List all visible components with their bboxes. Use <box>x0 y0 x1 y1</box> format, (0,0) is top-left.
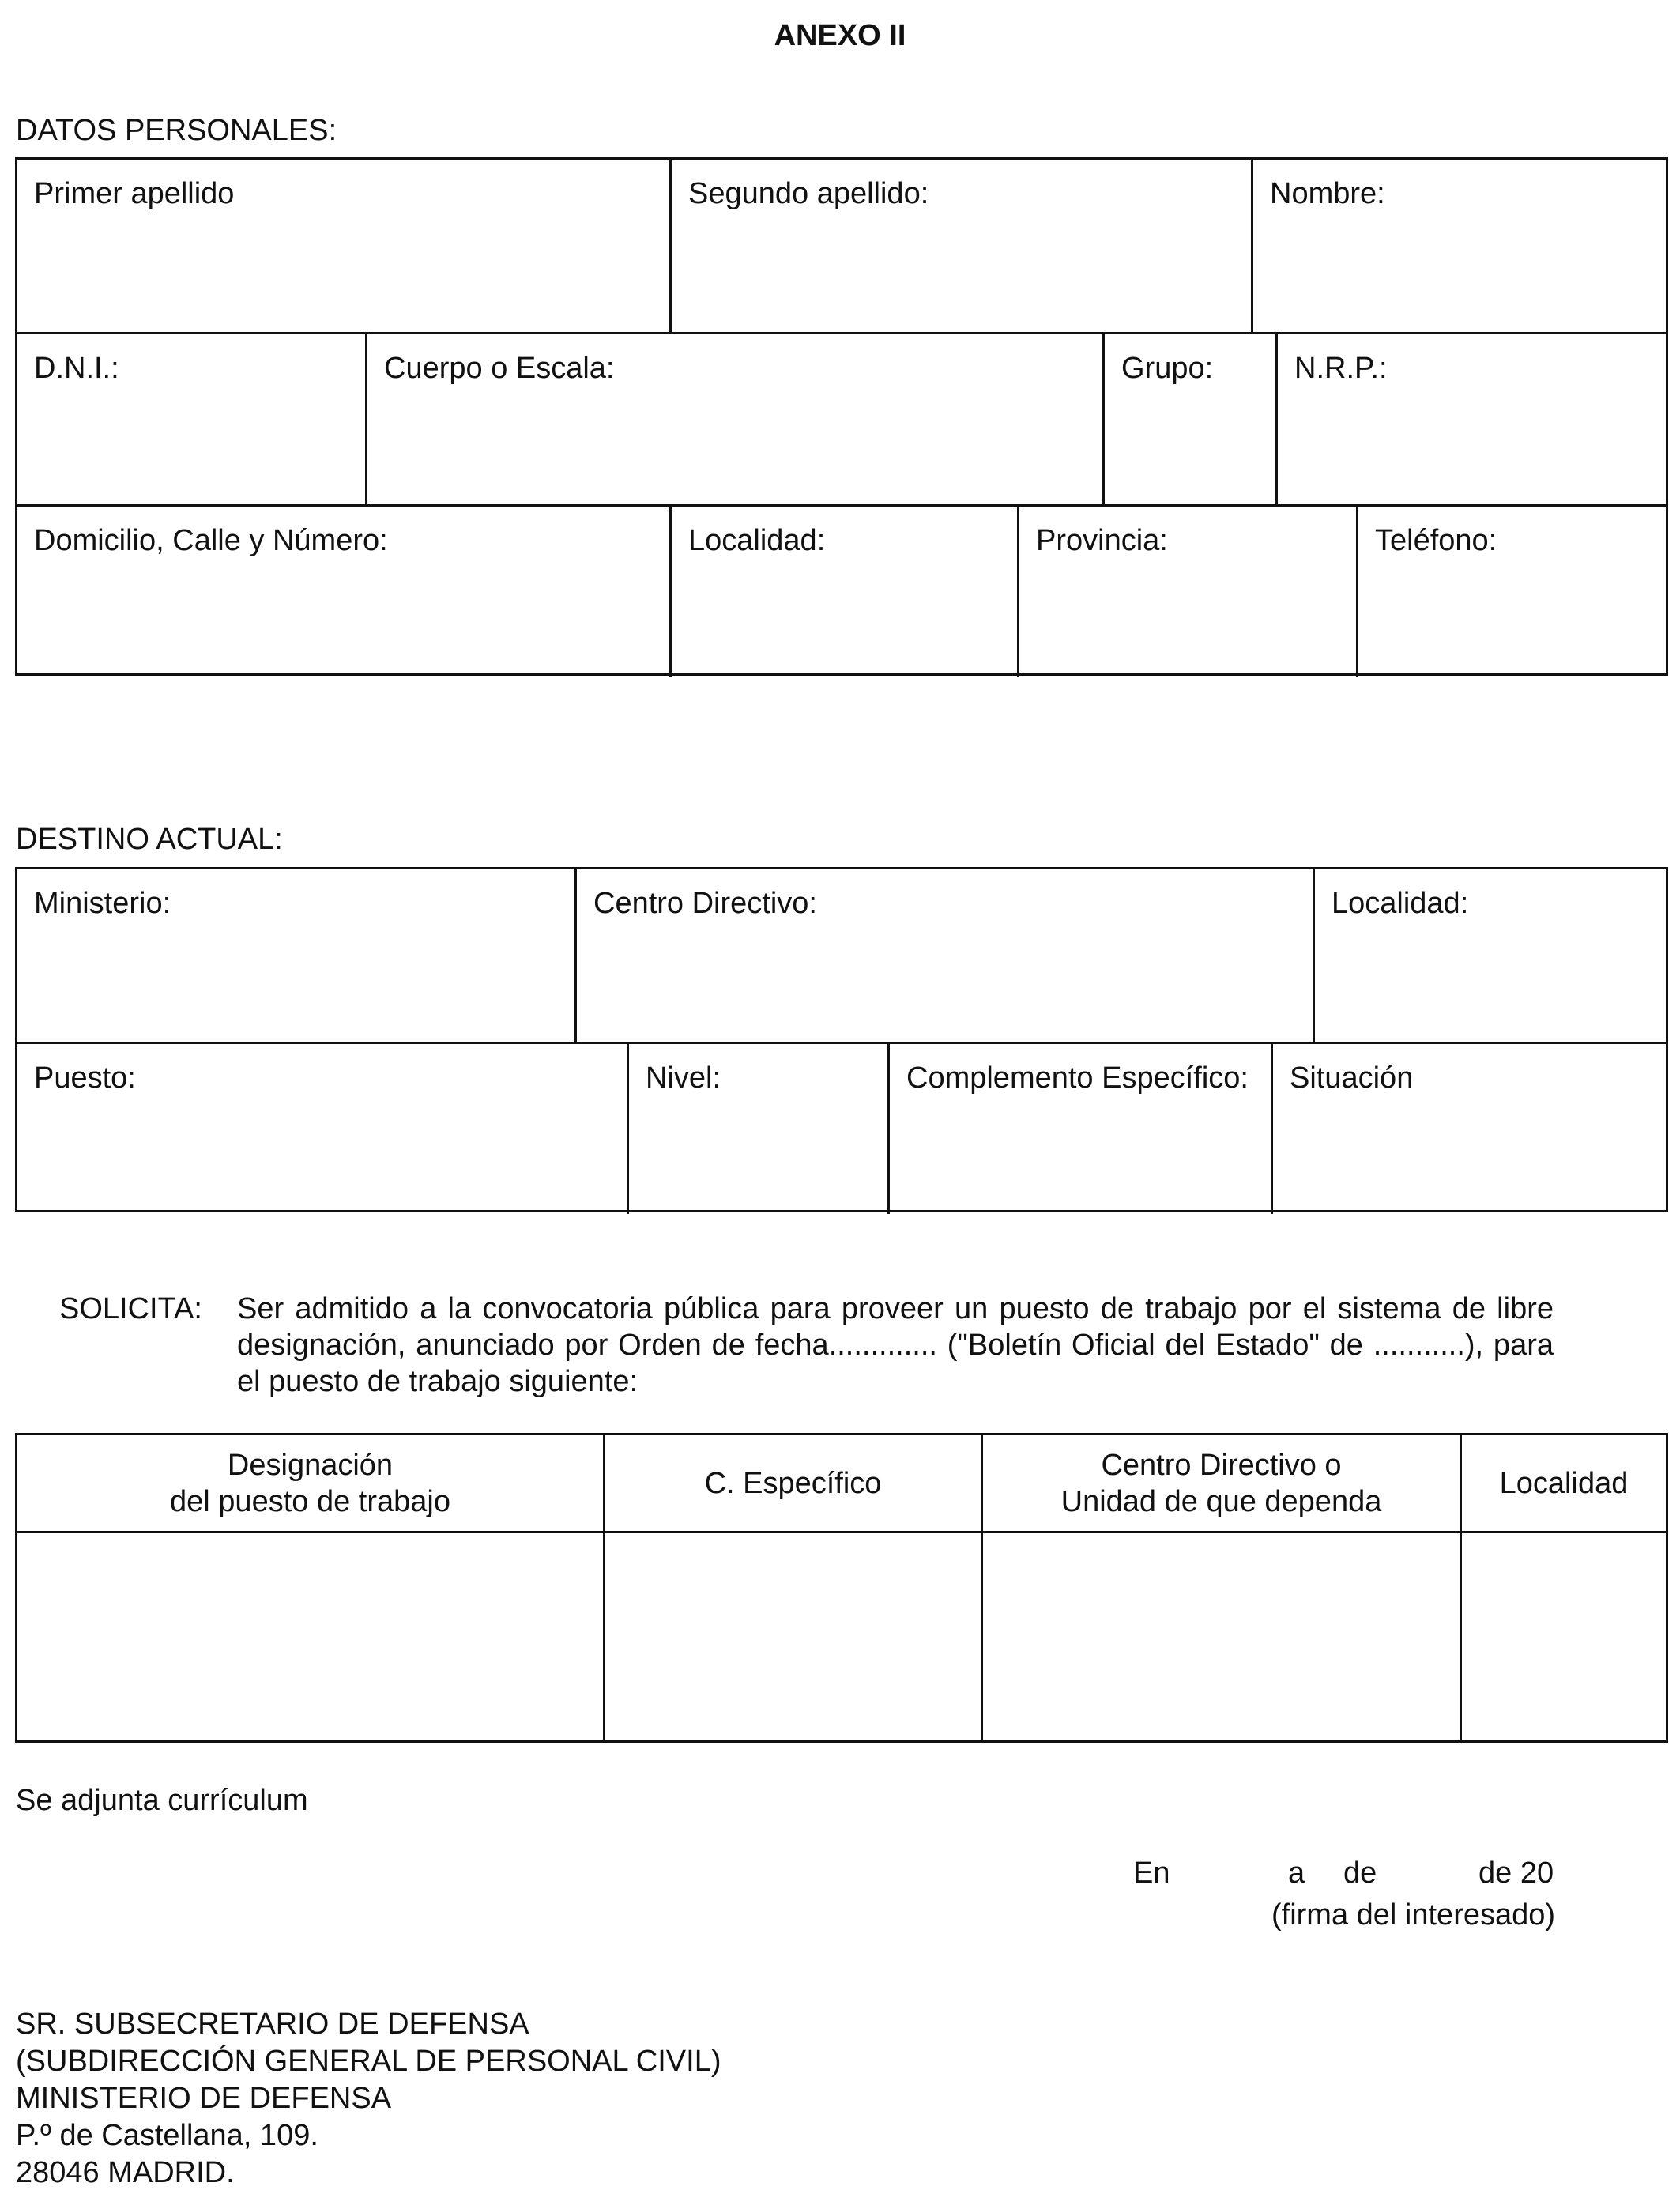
datos-personales-row-3 <box>17 504 1666 677</box>
destinatario-line: SR. SUBSECRETARIO DE DEFENSA <box>16 2007 529 2041</box>
datos-personales-box <box>15 157 1668 676</box>
field-label: Puesto: <box>34 1061 136 1095</box>
firma-en: En <box>1133 1857 1170 1890</box>
field-label: D.N.I.: <box>34 352 119 385</box>
header-line: del puesto de trabajo <box>170 1484 450 1518</box>
solicita-line-1: Ser admitido a la convocatoria pública para proveer un puesto de trabajo por el sistema de libre <box>237 1292 1554 1325</box>
header-line: Localidad <box>1499 1466 1629 1500</box>
destinatario-line: P.º de Castellana, 109. <box>16 2119 318 2152</box>
field-label: Situación <box>1290 1061 1414 1095</box>
destino-actual-row-2 <box>17 1042 1666 1214</box>
field-grupo[interactable] <box>1102 334 1275 504</box>
field-label: Localidad: <box>1332 887 1469 920</box>
cell-centro-directivo[interactable] <box>982 1532 1461 1742</box>
datos-personales-row-1 <box>17 160 1666 332</box>
solicita-line-3: el puesto de trabajo siguiente: <box>237 1365 638 1398</box>
field-label: Localidad: <box>688 524 826 557</box>
adjunta-curriculum: Se adjunta currículum <box>16 1784 308 1817</box>
destinatario-block <box>16 2006 721 2192</box>
destino-actual-row-1 <box>17 869 1666 1042</box>
field-label: Cuerpo o Escala: <box>384 352 615 385</box>
cell-designacion[interactable] <box>17 1532 605 1742</box>
field-puesto[interactable] <box>17 1044 627 1214</box>
cell-localidad[interactable] <box>1461 1532 1667 1742</box>
firma-label: (firma del interesado) <box>1271 1898 1556 1932</box>
field-primer-apellido[interactable] <box>17 160 669 332</box>
field-label: Teléfono: <box>1375 524 1497 557</box>
field-situacion[interactable] <box>1271 1044 1666 1214</box>
field-provincia[interactable] <box>1017 507 1356 677</box>
field-label: Nivel: <box>646 1061 721 1095</box>
header-line: C. Específico <box>704 1466 882 1500</box>
solicita-label: SOLICITA: <box>59 1292 202 1325</box>
header-c-especifico <box>605 1434 982 1532</box>
firma-a: a <box>1288 1857 1305 1890</box>
header-centro-directivo <box>982 1434 1461 1532</box>
field-label: Provincia: <box>1036 524 1168 557</box>
solicita-line-2: designación, anunciado por Orden de fecha............. ("Boletín Oficial del Estado" de ...........), para <box>237 1329 1554 1362</box>
destinatario-line: (SUBDIRECCIÓN GENERAL DE PERSONAL CIVIL) <box>16 2045 721 2078</box>
field-label: Centro Directivo: <box>593 887 817 920</box>
field-label: Complemento Específico: <box>906 1061 1249 1095</box>
header-line: Designación <box>227 1448 394 1482</box>
firma-de-20: de 20 <box>1478 1857 1554 1890</box>
destino-actual-label: DESTINO ACTUAL: <box>16 823 283 856</box>
puesto-table <box>15 1433 1668 1743</box>
document-title: ANEXO II <box>774 19 906 52</box>
header-designacion <box>17 1434 605 1532</box>
field-complemento-especifico[interactable] <box>887 1044 1271 1214</box>
field-label: Domicilio, Calle y Número: <box>34 524 388 557</box>
datos-personales-label: DATOS PERSONALES: <box>16 114 337 147</box>
field-nrp[interactable] <box>1275 334 1666 504</box>
cell-c-especifico[interactable] <box>605 1532 982 1742</box>
field-domicilio[interactable] <box>17 507 669 677</box>
solicita-paragraph <box>237 1291 1554 1400</box>
field-label: Segundo apellido: <box>688 177 929 210</box>
header-line: Unidad de que dependa <box>1060 1484 1382 1518</box>
field-label: Grupo: <box>1121 352 1214 385</box>
field-ministerio[interactable] <box>17 869 574 1042</box>
field-nivel[interactable] <box>627 1044 887 1214</box>
destinatario-line: MINISTERIO DE DEFENSA <box>16 2082 392 2115</box>
field-segundo-apellido[interactable] <box>669 160 1251 332</box>
field-label: Ministerio: <box>34 887 171 920</box>
firma-de: de <box>1343 1857 1377 1890</box>
datos-personales-row-2 <box>17 332 1666 504</box>
header-line: Centro Directivo o <box>1101 1448 1342 1482</box>
field-nombre[interactable] <box>1251 160 1666 332</box>
header-localidad <box>1461 1434 1667 1532</box>
destino-actual-box <box>15 867 1668 1212</box>
field-dni[interactable] <box>17 334 365 504</box>
field-label: Nombre: <box>1270 177 1385 210</box>
field-localidad-destino[interactable] <box>1313 869 1666 1042</box>
field-label: N.R.P.: <box>1294 352 1388 385</box>
puesto-table-header-row <box>17 1434 1667 1532</box>
table-row <box>17 1532 1667 1742</box>
field-telefono[interactable] <box>1356 507 1666 677</box>
field-centro-directivo[interactable] <box>574 869 1313 1042</box>
field-cuerpo-escala[interactable] <box>365 334 1102 504</box>
field-label: Primer apellido <box>34 177 235 210</box>
destinatario-line: 28046 MADRID. <box>16 2156 235 2189</box>
field-localidad[interactable] <box>669 507 1017 677</box>
